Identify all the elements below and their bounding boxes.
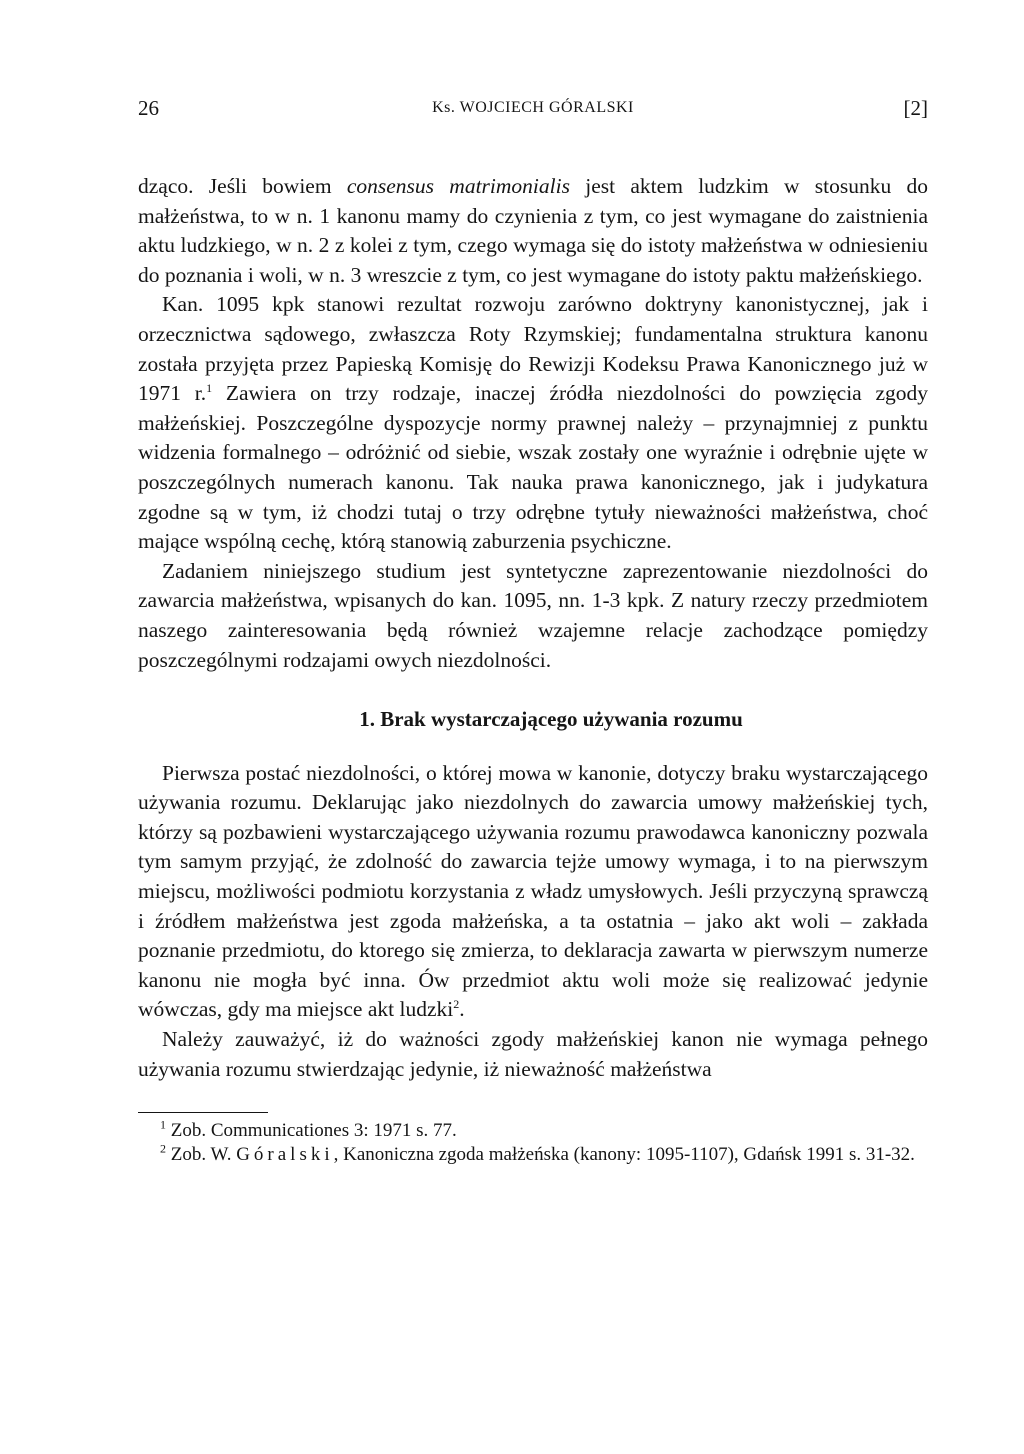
running-head-author: Ks. WOJCIECH GÓRALSKI	[432, 99, 634, 116]
paragraph-4-start: Pierwsza postać niezdolności, o której mowa w kanonie, dotyczy braku wystarczającego używania rozumu. Deklarując jako niezdolnych do zawarcia umowy małżeńskiej tych, którzy są pozbawieni wystarczającego używania rozumu prawodawca kanoniczny pozwala tym samym przyjąć, że zdolność do zawarcia tejże umowy wymaga, i to na pierwszym miejscu, możliwości podmiotu korzystania z władz umysłowych. Jeśli przyczyną sprawczą i źródłem małżeństwa jest zgoda małżeńska, a ta ostatnia – jako akt woli – zakłada poznanie przedmiotu, do ktorego się zmierza, to deklaracja zawarta w pierwszym numerze kanonu nie mogła być inna. Ów przedmiot aktu woli może się realizować jedynie wówczas, gdy ma miejsce akt ludzki	[138, 760, 928, 1022]
running-head	[138, 96, 928, 136]
latin-term: consensus matrimonialis	[346, 174, 570, 198]
section-number: [2]	[903, 96, 928, 120]
footnote-ref-2[interactable]: 2	[453, 997, 460, 1012]
section-heading: 1. Brak wystarczającego używania rozumu	[359, 707, 743, 732]
footnote-2-number: 2	[160, 1141, 166, 1156]
footnote-1-text: Zob. Communicationes 3: 1971 s. 77.	[170, 1120, 457, 1142]
paragraph-2-end: Zawiera on trzy rodzaje, inaczej źródła niezdolności do powzięcia zgody małżeńskiej. Poszczególne dyspozycje normy prawnej należy – przynajmniej z punktu widzenia formalnego – odróżnić od siebie, wszak zostały one wyraźnie i odrębnie ujęte w poszczególnych numerach kanonu. Tak nauka prawa kanonicznego, jak i judykatura zgodne są w tym, iż chodzi tutaj o trzy odrębne tytuły nieważności małżeństwa, choć mające wspólną cechę, którą stanowią zaburzenia psychiczne.	[138, 381, 929, 554]
footnote-2-prefix: Zob. W.	[170, 1144, 237, 1166]
footnote-1-number: 1	[160, 1117, 166, 1132]
paragraph-4-end: .	[459, 997, 465, 1022]
paragraph-1-end: jest aktem ludzkim w stosunku do małżeństwa, to w n. 1 kanonu mamy do czynienia z tym, co jest wymagane do zaistnienia aktu ludzkiego, w n. 2 z kolei z tym, czego wymaga się do istoty małżeństwa w odniesieniu do poznania i woli, w n. 3 wreszcie z tym, co jest wymagane do istoty paktu małżeńskiego.	[138, 174, 928, 287]
footnote-2	[138, 1143, 928, 1167]
footnote-ref-1[interactable]: 1	[206, 381, 213, 395]
paragraph-3: Zadaniem niniejszego studium jest syntetyczne zaprezentowanie niezdolności do zawarcia małżeństwa, wpisanych do kan. 1095, nn. 1-3 kpk. Z natury rzeczy przedmiotem naszego zainteresowania będą również wzajemne relacje zachodzące pomiędzy poszczególnymi rodzajami owych niezdolności.	[138, 558, 928, 672]
footnote-divider	[138, 1112, 268, 1113]
footnote-1	[138, 1119, 928, 1143]
paragraph-1	[138, 172, 928, 290]
body-text	[138, 172, 928, 1084]
paragraph-1-start: dząco. Jeśli bowiem	[138, 174, 347, 198]
paragraph-2	[138, 290, 928, 556]
footnotes	[138, 1119, 928, 1167]
footnote-2-rest: , Kanoniczna zgoda małżeńska (kanony: 1095-1107), Gdańsk 1991 s. 31-32.	[333, 1144, 915, 1166]
paragraph-5: Należy zauważyć, iż do ważności zgody małżeńskiej kanon nie wymaga pełnego używania rozumu stwierdzając jedynie, iż nieważność małżeństwa	[138, 1027, 928, 1081]
page	[138, 96, 928, 1167]
page-number: 26	[138, 96, 159, 120]
paragraph-2-start: Kan. 1095 kpk stanowi rezultat rozwoju zarówno doktryny kanonistycznej, jak i orzecznictwa sądowego, zwłaszcza Roty Rzymskiej; fundamentalna struktura kanonu została przyjęta przez Papieską Komisję do Rewizji Kodeksu Prawa Kanonicznego już w 1971 r.	[138, 292, 928, 406]
paragraph-4	[138, 759, 928, 1025]
footnote-2-author: Góralski	[236, 1144, 334, 1166]
